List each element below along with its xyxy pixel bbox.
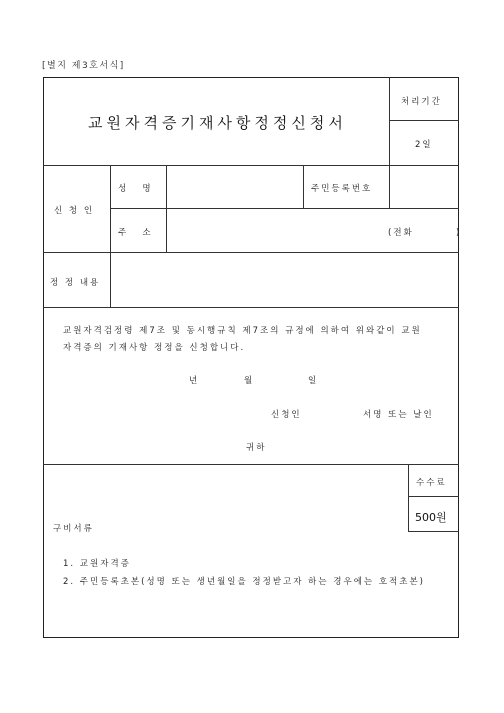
- correction-content-field[interactable]: [111, 253, 458, 306]
- address-field[interactable]: [167, 209, 387, 251]
- processing-period-label: 처리기간: [401, 97, 442, 107]
- divider-name-rrn: [303, 165, 304, 208]
- divider-statement-bottom: [43, 464, 459, 465]
- name-field[interactable]: [167, 166, 302, 207]
- divider-title-right: [389, 77, 390, 165]
- document-item-2: 2. 주민등록초본(성명 또는 생년월일을 정정받고자 하는 경우에는 호적초본): [63, 577, 425, 587]
- form-number-label: [별지 제3호서식]: [42, 61, 125, 71]
- statement-line-2: 자격증의 기재사항 정정을 신청합니다.: [63, 343, 246, 353]
- divider-processing: [389, 120, 459, 121]
- address-label: 주 소: [118, 228, 153, 238]
- signature-method-label: 서명 또는 날인: [363, 410, 434, 420]
- fee-value: 500원: [415, 511, 447, 524]
- correction-content-label: 정 정 내용: [50, 278, 101, 288]
- required-documents-label: 구비서류: [53, 524, 94, 534]
- addressee-label: 귀하: [246, 443, 267, 453]
- date-month-label: 월: [244, 376, 255, 386]
- phone-label: (전화 ): [388, 228, 462, 238]
- divider-correction-bottom: [43, 307, 459, 308]
- form-frame: [43, 77, 462, 638]
- document-item-1: 1. 교원자격증: [63, 559, 131, 569]
- name-label: 성 명: [118, 184, 153, 194]
- divider-fee: [408, 496, 459, 497]
- signature-applicant-label: 신청인: [271, 410, 302, 420]
- date-day-label: 일: [308, 376, 319, 386]
- rrn-field[interactable]: [390, 166, 458, 207]
- document-title: 교원자격증기재사항정정신청서: [88, 114, 347, 132]
- divider-fee-left: [408, 464, 409, 531]
- rrn-label: 주민등록번호: [311, 184, 373, 194]
- date-year-label: 년: [189, 376, 200, 386]
- applicant-section-label: 신 청 인: [54, 206, 95, 216]
- divider-fee-bottom: [408, 531, 459, 532]
- statement-line-1: 교원자격검정령 제7조 및 동시행규칙 제7조의 규정에 의하여 위와같이 교원: [63, 326, 422, 336]
- fee-label: 수수료: [416, 478, 447, 488]
- processing-period-value: 2일: [415, 140, 433, 150]
